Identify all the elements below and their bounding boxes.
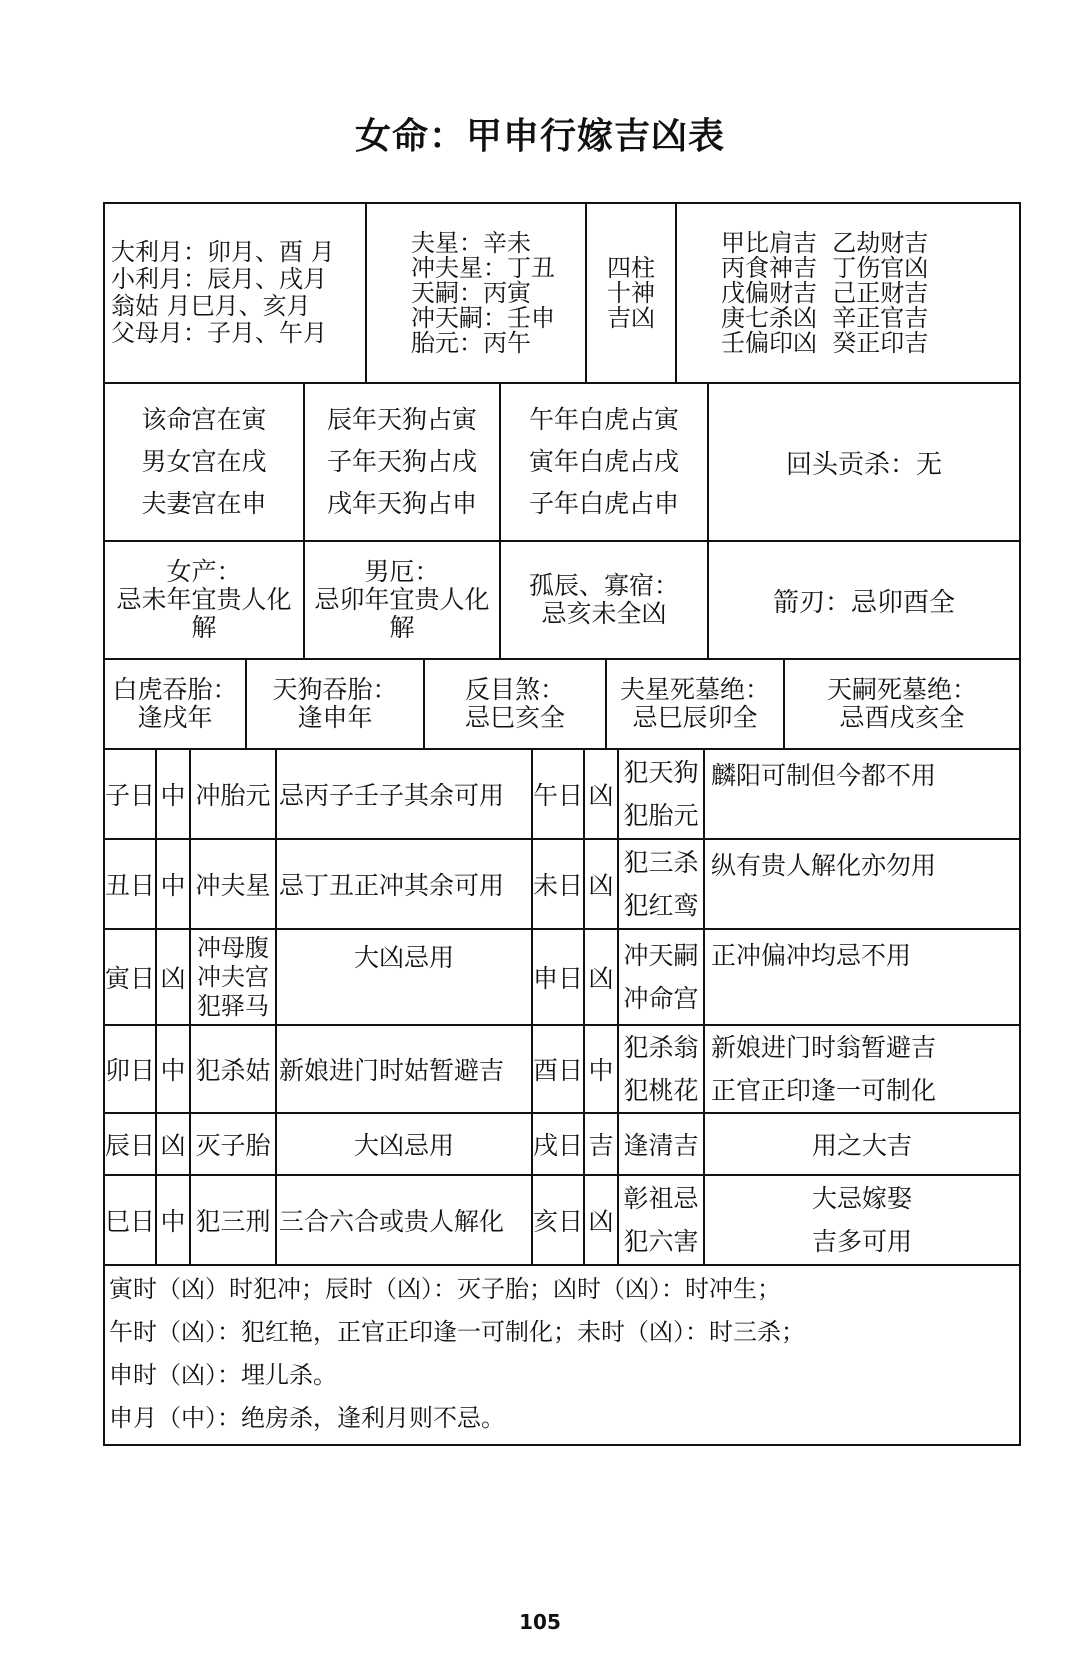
palace-line: 夫妻宫在申 (141, 489, 267, 518)
table-row (104, 1025, 1020, 1113)
nvchan-line: 女产： (166, 557, 242, 586)
cell-line: 忌巳辰卯全 (632, 703, 758, 732)
heavenly-dog-cell (304, 383, 500, 541)
cell-line: 白虎吞胎： (112, 675, 238, 704)
level-label: 凶 (584, 839, 618, 929)
star-line: 冲夫星：丁丑 (411, 253, 555, 282)
level-label: 中 (156, 1025, 190, 1113)
cell-line: 逢戌年 (137, 703, 213, 732)
fanmu-cell (424, 659, 606, 749)
cell-line: 反目煞： (464, 675, 565, 704)
pillar-label: 吉凶 (607, 303, 655, 332)
pillar-label: 十神 (607, 278, 655, 307)
day-label: 午日 (532, 749, 584, 839)
cell-line: 天狗吞胎： (272, 675, 398, 704)
star-line: 胎元：丙午 (411, 328, 531, 357)
table-row (104, 929, 1020, 1025)
day-label: 酉日 (532, 1025, 584, 1113)
level-label: 凶 (156, 929, 190, 1025)
nane-line: 忌卯年宜贵人化 (314, 585, 490, 614)
note-line: 正官正印逢一可制化 (711, 1076, 937, 1105)
page-number: 105 (519, 1610, 561, 1634)
section-taboo (103, 540, 1021, 660)
tiangou-tuntai-cell (246, 659, 424, 749)
section-basic-info (103, 202, 1021, 384)
nane-line: 男厄： (364, 557, 440, 586)
note-label: 三合六合或贵人解化 (276, 1175, 532, 1265)
item-label: 犯三刑 (190, 1175, 276, 1265)
day-label: 卯日 (104, 1025, 156, 1113)
god-line: 丙食神吉 丁伤官凶 (721, 253, 929, 282)
pillar-label: 四柱 (607, 253, 655, 282)
dog-line: 子年天狗占戌 (326, 447, 477, 476)
level-label: 凶 (584, 749, 618, 839)
huitou-cell: 回头贡杀：无 (708, 383, 1020, 541)
cell-line: 逢申年 (297, 703, 373, 732)
note-line: 新娘进门时翁暂避吉 (711, 1033, 937, 1062)
palace-cell (104, 383, 304, 541)
day-label: 申日 (532, 929, 584, 1025)
ten-gods-cell (676, 203, 1020, 383)
dog-line: 戌年天狗占申 (326, 489, 477, 518)
note-line: 吉多可用 (811, 1227, 912, 1256)
nvchan-line: 忌未年宜贵人化 (116, 585, 292, 614)
cell-line: 夫星死墓绝： (619, 675, 770, 704)
month-line: 大利月：卯月、酉 月 (111, 238, 335, 266)
month-line: 翁姑 月巳月、亥月 (111, 292, 311, 320)
note-label: 忌丁丑正冲其余可用 (276, 839, 532, 929)
item-line: 犯杀翁 (623, 1033, 699, 1062)
day-label: 丑日 (104, 839, 156, 929)
item-line: 犯红鸾 (623, 891, 699, 920)
note-label: 大凶忌用 (276, 1113, 532, 1175)
level-label: 凶 (584, 1175, 618, 1265)
guchen-cell (500, 541, 708, 659)
nvchan-line: 解 (191, 613, 217, 642)
star-line: 冲天嗣：壬申 (411, 303, 555, 332)
note-line: 申月（中）：绝房杀，逢利月则不忌。 (109, 1404, 505, 1432)
stars-cell (366, 203, 586, 383)
day-label: 未日 (532, 839, 584, 929)
item-line: 犯三杀 (623, 848, 699, 877)
tiger-line: 寅年白虎占戌 (528, 447, 679, 476)
god-line: 庚七杀凶 辛正官吉 (721, 303, 929, 332)
level-label: 凶 (584, 929, 618, 1025)
notes-section (103, 1264, 1021, 1446)
cell-line: 忌酉戌亥全 (839, 703, 965, 732)
star-line: 天嗣：丙寅 (411, 278, 531, 307)
baihu-tuntai-cell (104, 659, 246, 749)
note-label: 麟阳可制但今都不用 (704, 749, 1020, 839)
note-line: 午时（凶）：犯红艳，正官正印逢一可制化；未时（凶）：时三杀； (109, 1318, 805, 1346)
god-line: 戊偏财吉 己正财吉 (721, 278, 929, 307)
tiansi-cell (784, 659, 1020, 749)
note-label: 新娘进门时姑暂避吉 (276, 1025, 532, 1113)
item-line: 冲母腹 (197, 933, 269, 962)
day-label: 巳日 (104, 1175, 156, 1265)
note-line: 大忌嫁娶 (811, 1184, 912, 1213)
note-label (704, 1175, 1020, 1265)
month-line: 父母月：子月、午月 (111, 319, 327, 347)
level-label: 中 (156, 839, 190, 929)
day-label: 戌日 (532, 1113, 584, 1175)
note-label: 忌丙子壬子其余可用 (276, 749, 532, 839)
cell-line: 忌巳亥全 (464, 703, 565, 732)
item-label: 冲夫星 (190, 839, 276, 929)
god-line: 壬偏印凶 癸正印吉 (721, 328, 929, 357)
item-line: 犯六害 (623, 1227, 699, 1256)
table-row (104, 839, 1020, 929)
item-label (618, 1025, 704, 1113)
item-line: 冲天嗣 (623, 941, 699, 970)
day-label: 辰日 (104, 1113, 156, 1175)
palace-line: 男女宫在戌 (141, 447, 267, 476)
nane-line: 解 (389, 613, 415, 642)
auspicious-table (103, 202, 1021, 1446)
item-label: 犯杀姑 (190, 1025, 276, 1113)
months-cell (104, 203, 366, 383)
item-label: 冲胎元 (190, 749, 276, 839)
level-label: 中 (584, 1025, 618, 1113)
month-line: 小利月：辰月、戌月 (111, 265, 327, 293)
table-row (104, 749, 1020, 839)
pillar-label-cell (586, 203, 676, 383)
tiger-line: 子年白虎占申 (528, 489, 679, 518)
fuxing-cell (606, 659, 784, 749)
note-label: 用之大吉 (704, 1113, 1020, 1175)
nvchan-cell (104, 541, 304, 659)
level-label: 中 (156, 1175, 190, 1265)
item-line: 冲命宫 (623, 984, 699, 1013)
day-label: 寅日 (104, 929, 156, 1025)
item-line: 犯胎元 (623, 801, 699, 830)
item-label (618, 839, 704, 929)
note-label (704, 1025, 1020, 1113)
note-label: 大凶忌用 (276, 929, 532, 1025)
dog-line: 辰年天狗占寅 (326, 405, 477, 434)
star-line: 夫星：辛未 (411, 228, 531, 257)
note-label: 纵有贵人解化亦勿用 (704, 839, 1020, 929)
god-line: 甲比肩吉 乙劫财吉 (721, 228, 929, 257)
level-label: 凶 (156, 1113, 190, 1175)
day-label: 子日 (104, 749, 156, 839)
guchen-line: 忌亥未全凶 (541, 599, 667, 628)
tiger-line: 午年白虎占寅 (528, 405, 679, 434)
day-label: 亥日 (532, 1175, 584, 1265)
item-label (618, 929, 704, 1025)
item-label: 灭子胎 (190, 1113, 276, 1175)
note-line: 寅时（凶）时犯冲；辰时（凶）：灭子胎；凶时（凶）：时冲生； (109, 1275, 781, 1303)
table-row (104, 1175, 1020, 1265)
item-label (618, 749, 704, 839)
cell-line: 天嗣死墓绝： (826, 675, 977, 704)
page-title: 女命：甲申行嫁吉凶表 (354, 116, 725, 157)
guchen-line: 孤辰、寡宿： (528, 571, 679, 600)
item-line: 犯桃花 (623, 1076, 699, 1105)
item-line: 冲夫宫 (197, 962, 269, 991)
item-label (190, 929, 276, 1025)
jianren-cell: 箭刃：忌卯酉全 (708, 541, 1020, 659)
item-line: 彰祖忌 (623, 1184, 699, 1213)
level-label: 吉 (584, 1113, 618, 1175)
palace-line: 该命宫在寅 (141, 405, 267, 434)
section-palace (103, 382, 1021, 542)
item-line: 犯驿马 (197, 991, 269, 1020)
item-label: 逢清吉 (618, 1113, 704, 1175)
table-row (104, 1113, 1020, 1175)
notes-cell (104, 1265, 1020, 1445)
section-swallow (103, 658, 1021, 750)
nane-cell (304, 541, 500, 659)
note-label: 正冲偏冲均忌不用 (704, 929, 1020, 1025)
day-grid (103, 748, 1021, 1266)
item-line: 犯天狗 (623, 758, 699, 787)
item-label (618, 1175, 704, 1265)
note-line: 申时（凶）：埋儿杀。 (109, 1361, 337, 1389)
level-label: 中 (156, 749, 190, 839)
white-tiger-cell (500, 383, 708, 541)
